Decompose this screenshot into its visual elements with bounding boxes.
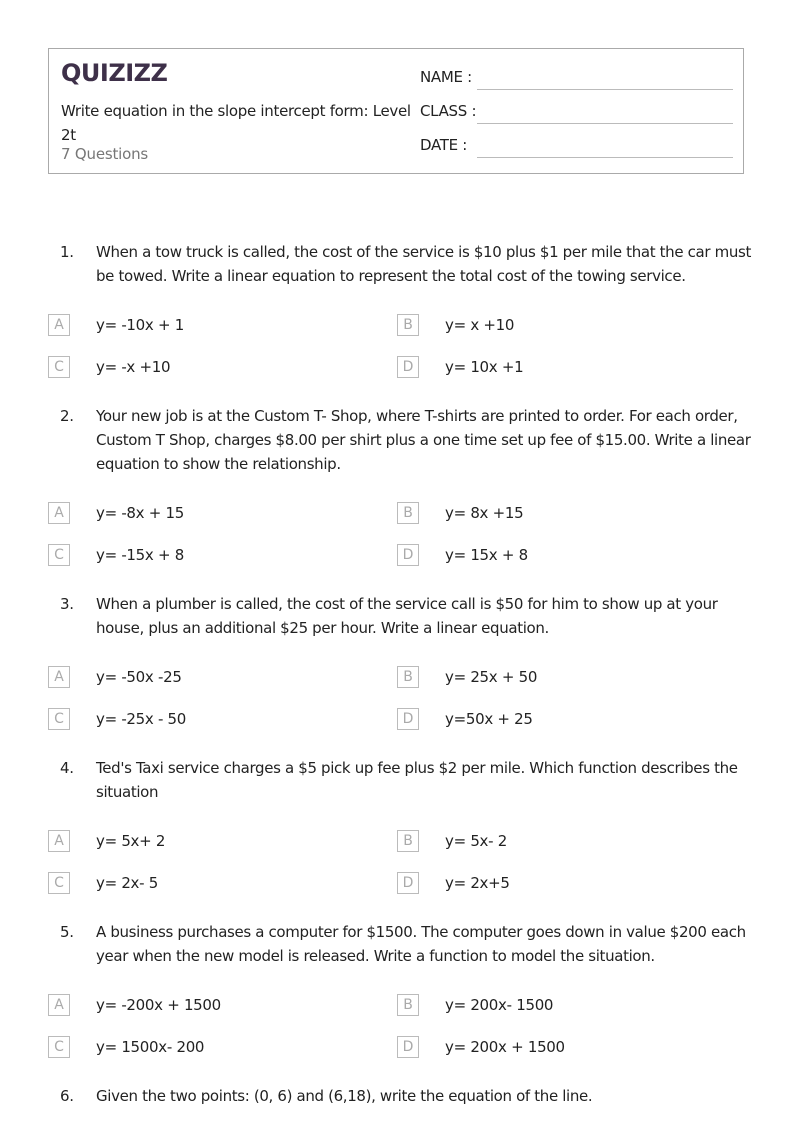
option-d-box[interactable]: D bbox=[397, 356, 419, 378]
option-b-box[interactable]: B bbox=[397, 314, 419, 336]
option-b-text: y= 5x- 2 bbox=[445, 832, 507, 850]
option-b-text: y= 25x + 50 bbox=[445, 668, 538, 686]
question-text: When a plumber is called, the cost of the service call is $50 for him to show up at your house, plus an additional $25 per hour. Write a linear equation. bbox=[96, 595, 718, 637]
question-number: 6. bbox=[60, 1087, 74, 1105]
option-d-box[interactable]: D bbox=[397, 872, 419, 894]
question-number: 5. bbox=[60, 923, 74, 941]
option-a-text: y= -10x + 1 bbox=[96, 316, 184, 334]
question-number: 3. bbox=[60, 595, 74, 613]
option-a-box[interactable]: A bbox=[48, 994, 70, 1016]
question-text: Given the two points: (0, 6) and (6,18), write the equation of the line. bbox=[96, 1087, 593, 1105]
option-a-box[interactable]: A bbox=[48, 666, 70, 688]
question-text: When a tow truck is called, the cost of the service is $10 plus $1 per mile that the car must be towed. Write a linear equation to represent the total cost of the towing service. bbox=[96, 243, 752, 285]
option-c-box[interactable]: C bbox=[48, 708, 70, 730]
question-text: Ted's Taxi service charges a $5 pick up fee plus $2 per mile. Which function describes the situation bbox=[96, 759, 738, 801]
option-a-text: y= -8x + 15 bbox=[96, 504, 184, 522]
option-a-text: y= -200x + 1500 bbox=[96, 996, 221, 1014]
option-a-box[interactable]: A bbox=[48, 502, 70, 524]
option-c-text: y= 1500x- 200 bbox=[96, 1038, 205, 1056]
option-c-text: y= -25x - 50 bbox=[96, 710, 187, 728]
option-d-box[interactable]: D bbox=[397, 1036, 419, 1058]
question-count: 7 Questions bbox=[61, 145, 149, 163]
option-c-box[interactable]: C bbox=[48, 544, 70, 566]
option-c-box[interactable]: C bbox=[48, 872, 70, 894]
name-field[interactable] bbox=[477, 89, 733, 90]
option-b-box[interactable]: B bbox=[397, 994, 419, 1016]
class-field[interactable] bbox=[477, 123, 733, 124]
question-number: 1. bbox=[60, 243, 74, 261]
option-a-text: y= 5x+ 2 bbox=[96, 832, 166, 850]
option-d-box[interactable]: D bbox=[397, 544, 419, 566]
option-c-text: y= -x +10 bbox=[96, 358, 171, 376]
option-c-text: y= 2x- 5 bbox=[96, 874, 158, 892]
question-text: Your new job is at the Custom T- Shop, where T-shirts are printed to order. For each order, Custom T Shop, charges $8.00 per shirt plus a one time set up fee of $15.00. Write a linear equation to show the relationship. bbox=[96, 407, 751, 473]
option-a-box[interactable]: A bbox=[48, 314, 70, 336]
option-b-box[interactable]: B bbox=[397, 830, 419, 852]
option-c-box[interactable]: C bbox=[48, 356, 70, 378]
question-number: 2. bbox=[60, 407, 74, 425]
name-label: NAME : bbox=[420, 68, 472, 86]
option-c-box[interactable]: C bbox=[48, 1036, 70, 1058]
class-label: CLASS : bbox=[420, 102, 477, 120]
option-d-text: y= 200x + 1500 bbox=[445, 1038, 565, 1056]
option-d-text: y= 10x +1 bbox=[445, 358, 524, 376]
option-b-text: y= 200x- 1500 bbox=[445, 996, 554, 1014]
option-b-box[interactable]: B bbox=[397, 502, 419, 524]
question-text: A business purchases a computer for $1500. The computer goes down in value $200 each year when the new model is released. Write a function to model the situation. bbox=[96, 923, 746, 965]
option-d-text: y=50x + 25 bbox=[445, 710, 533, 728]
option-b-box[interactable]: B bbox=[397, 666, 419, 688]
worksheet-title: Write equation in the slope intercept form: Level 2t bbox=[61, 102, 411, 144]
option-c-text: y= -15x + 8 bbox=[96, 546, 184, 564]
worksheet-header bbox=[48, 48, 744, 174]
option-b-text: y= 8x +15 bbox=[445, 504, 524, 522]
option-d-text: y= 2x+5 bbox=[445, 874, 510, 892]
question-number: 4. bbox=[60, 759, 74, 777]
option-a-text: y= -50x -25 bbox=[96, 668, 182, 686]
quizizz-logo: QUIZIZZ bbox=[61, 59, 168, 87]
date-label: DATE : bbox=[420, 136, 468, 154]
date-field[interactable] bbox=[477, 157, 733, 158]
option-b-text: y= x +10 bbox=[445, 316, 515, 334]
option-a-box[interactable]: A bbox=[48, 830, 70, 852]
option-d-text: y= 15x + 8 bbox=[445, 546, 528, 564]
option-d-box[interactable]: D bbox=[397, 708, 419, 730]
